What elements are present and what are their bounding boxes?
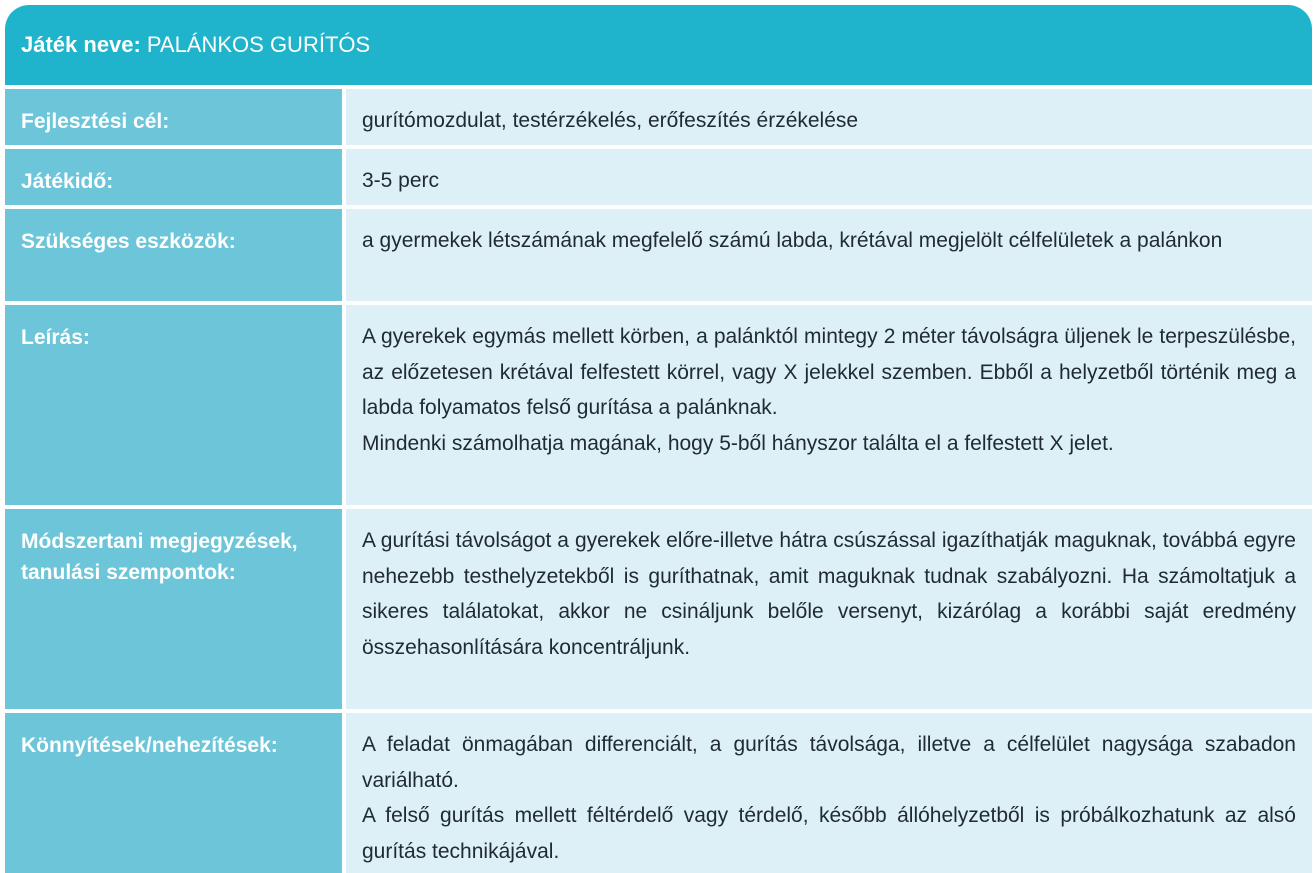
row-required-equipment bbox=[5, 209, 1312, 301]
row-development-goal bbox=[5, 89, 1312, 145]
row-paragraph: 3-5 perc bbox=[362, 169, 440, 192]
row-play-time bbox=[5, 149, 1312, 205]
game-title-header bbox=[5, 5, 1312, 85]
row-description bbox=[5, 305, 1312, 505]
row-paragraph: A gurítási távolságot a gyerekek előre-illetve hátra csúszással igazíthatják maguknak, továbbá egyre nehezebb testhelyzetekből is guríthatnak, amit maguknak tudnak szabályozni. Ha számoltatjuk a sikeres találatokat, akkor ne csináljunk belőle versenyt, kizárólag a korábbi saját eredmény összehasonlítására koncentráljunk. bbox=[362, 529, 1296, 659]
row-paragraph: gurítómozdulat, testérzékelés, erőfeszítés érzékelése bbox=[362, 109, 859, 132]
row-paragraph: A feladat önmagában differenciált, a gurítás távolsága, illetve a célfelület nagysága szabadon variálható. bbox=[362, 733, 1296, 792]
game-name-label: Játék neve: bbox=[21, 32, 141, 57]
row-value bbox=[346, 713, 1312, 873]
row-value bbox=[346, 509, 1312, 709]
row-label: Módszertani megjegyzések, tanulási szempontok: bbox=[5, 509, 342, 709]
row-paragraph: A gyerekek egymás mellett körben, a palánktól mintegy 2 méter távolságra üljenek le terpeszülésbe, az előzetesen krétával felfestett körrel, vagy X jelekkel szemben. Ebből a helyzetből történik meg a labda folyamatos felső gurítása a palánknak. bbox=[362, 325, 1296, 419]
row-methodology-notes bbox=[5, 509, 1312, 709]
row-easier-harder bbox=[5, 713, 1312, 873]
game-card bbox=[5, 5, 1312, 873]
row-paragraph: A felső gurítás mellett féltérdelő vagy térdelő, később állóhelyzetből is próbálkozhatunk az alsó gurítás technikájával. bbox=[362, 804, 1296, 863]
row-label: Szükséges eszközök: bbox=[5, 209, 342, 301]
row-label: Könnyítések/nehezítések: bbox=[5, 713, 342, 873]
row-value bbox=[346, 149, 1312, 205]
game-name-value: PALÁNKOS GURÍTÓS bbox=[146, 32, 371, 57]
row-paragraph: Mindenki számolhatja magának, hogy 5-ből hányszor találta el a felfestett X jelet. bbox=[362, 431, 1114, 455]
row-label: Fejlesztési cél: bbox=[5, 89, 342, 145]
row-paragraph: a gyermekek létszámának megfelelő számú labda, krétával megjelölt célfelületek a palánkon bbox=[362, 229, 1223, 252]
row-value bbox=[346, 209, 1312, 301]
row-value bbox=[346, 89, 1312, 145]
row-value bbox=[346, 305, 1312, 505]
row-label: Játékidő: bbox=[5, 149, 342, 205]
row-label: Leírás: bbox=[5, 305, 342, 505]
